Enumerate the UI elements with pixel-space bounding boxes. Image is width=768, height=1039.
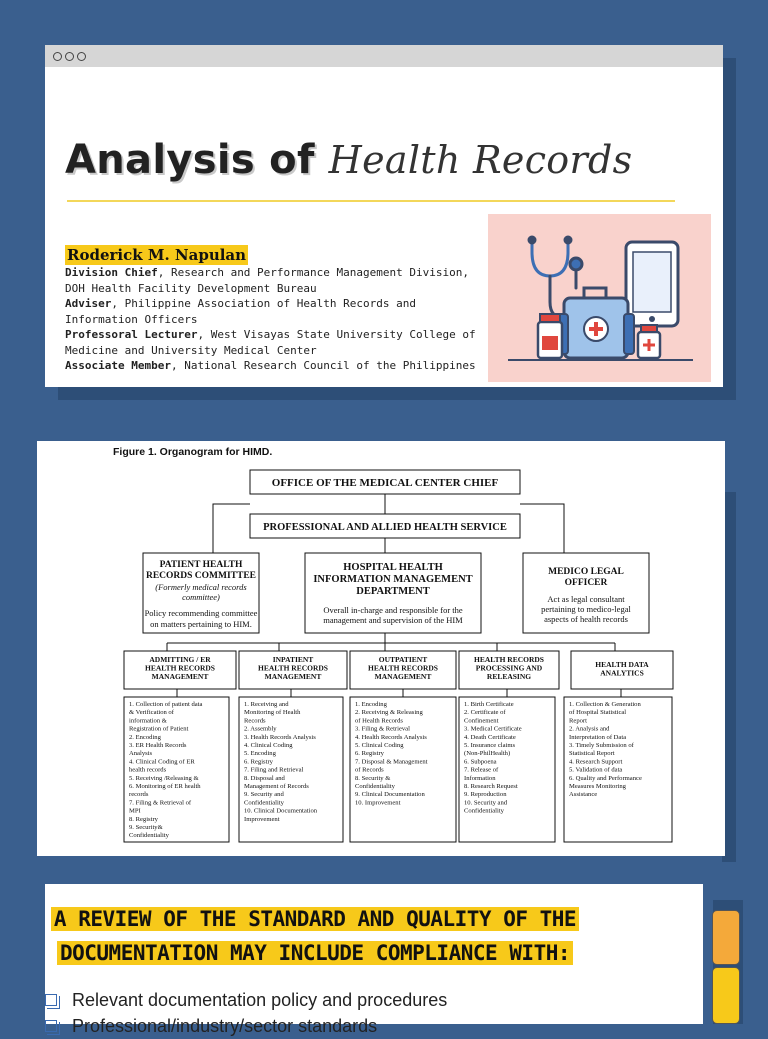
credential-line — [65, 327, 485, 358]
section-item: 6. Quality and Performance — [569, 774, 642, 782]
committee-desc: on matters pertaining to HIM. — [150, 619, 252, 629]
section-item: Statistical Report — [569, 750, 615, 758]
section-item: 5. Clinical Coding — [355, 742, 404, 749]
section-title: HEALTH RECORDS — [145, 663, 215, 673]
section-item: 10. Clinical Documentation — [244, 807, 318, 815]
section-item: 2. Analysis and — [569, 725, 610, 733]
section-item: 3. ER Health Records — [129, 742, 187, 749]
section-title: PROCESSING AND — [475, 663, 543, 673]
section-item: Improvement — [244, 815, 280, 823]
credential-role: Associate Member — [65, 359, 171, 372]
section-item: 2. Encoding — [129, 733, 161, 741]
section-title: HEALTH RECORDS — [474, 655, 544, 664]
organogram-chart — [37, 441, 725, 856]
section-item: 3. Filing & Retrieval — [355, 725, 410, 733]
checkbox-bullet-icon — [45, 994, 57, 1006]
section-item: 6. Monitoring of ER health — [129, 783, 201, 790]
section-item: of Records — [355, 766, 384, 774]
section-item: Analysis — [129, 750, 153, 758]
figure-caption: Figure 1. Organogram for HIMD. — [113, 446, 273, 458]
section-item: 7. Filing & Retrieval of — [129, 799, 192, 807]
section-title: INPATIENT — [272, 655, 314, 664]
section-item: 9. Security and — [244, 791, 284, 799]
title-divider — [67, 200, 675, 202]
section-item: records — [129, 791, 149, 799]
credential-role: Division Chief — [65, 266, 158, 279]
chief-label: OFFICE OF THE MEDICAL CENTER CHIEF — [271, 477, 499, 489]
author-credentials — [65, 265, 485, 374]
section-item: Confidentiality — [129, 832, 169, 840]
section-item: 8. Research Request — [464, 783, 518, 790]
section-item: 4. Research Support — [569, 758, 623, 766]
section-item: 5. Encoding — [244, 750, 276, 758]
section-item: Management of Records — [244, 783, 309, 790]
section-item: Records — [244, 717, 266, 725]
credential-text: , National Research Council of the Philippines — [170, 359, 476, 372]
credential-text: , Research and Performance Management Division, DOH Health Facility Development Bureau — [65, 266, 469, 295]
section-item: Confidentiality — [244, 799, 284, 807]
section-item: 6. Subpoena — [464, 758, 497, 766]
author-block — [65, 245, 485, 374]
window-bar — [45, 45, 723, 67]
section-item: 7. Release of — [464, 766, 499, 774]
section-item: Measures Monitoring — [569, 783, 626, 790]
window-dots — [53, 52, 86, 61]
section-item: 1. Collection of patient data — [129, 701, 203, 708]
author-name: Roderick M. Napulan — [67, 246, 247, 264]
section-item: MPI — [129, 807, 141, 815]
medico-title: OFFICER — [564, 578, 608, 588]
department-desc: Overall in-charge and responsible for the — [323, 605, 463, 615]
credential-line — [65, 358, 485, 374]
bullet-text: Relevant documentation policy and procedures — [72, 989, 448, 1010]
section-item: 2. Certificate of — [464, 709, 506, 717]
section-item: 8. Security & — [355, 774, 391, 782]
department-title: DEPARTMENT — [356, 586, 430, 597]
section-item: 5. Validation of data — [569, 766, 623, 774]
section-item: 2. Assembly — [244, 725, 277, 733]
section-title: MANAGEMENT — [264, 672, 322, 681]
section-item: of Health Records — [355, 717, 403, 725]
section-title: OUTPATIENT — [378, 655, 428, 664]
section-item: Information — [464, 774, 496, 782]
section-item: (Non-PhilHealth) — [464, 750, 511, 758]
section-item: Assistance — [569, 791, 598, 799]
section-item: 5. Insurance claims — [464, 742, 516, 749]
section-item: Registration of Patient — [129, 725, 189, 733]
medical-bag-icon — [558, 288, 634, 358]
section-item: 1. Collection & Generation — [569, 701, 641, 708]
department-title: HOSPITAL HEALTH — [343, 562, 443, 573]
section-item: 7. Filing and Retrieval — [244, 766, 304, 774]
bullet-text: Professional/industry/sector standards — [72, 1015, 378, 1036]
section-title: ADMITTING / ER — [149, 655, 211, 664]
section-item: 9. Reproduction — [464, 791, 507, 799]
service-label: PROFESSIONAL AND ALLIED HEALTH SERVICE — [263, 522, 507, 533]
section-item: & Verification of — [129, 709, 174, 717]
credential-line — [65, 296, 485, 327]
section-item: 5. Receiving /Releasing & — [129, 774, 199, 782]
section-item: 3. Timely Submission of — [569, 742, 634, 749]
title-italic: Health Records — [328, 138, 633, 182]
section-item: 4. Clinical Coding — [244, 742, 293, 749]
list-item — [45, 1013, 447, 1039]
window-dot-icon — [65, 52, 74, 61]
medico-desc: aspects of health records — [544, 614, 628, 624]
section-item: Interpretation of Data — [569, 733, 627, 741]
section-title: HEALTH DATA — [595, 660, 649, 669]
section-item: Report — [569, 717, 587, 725]
section-title: RELEASING — [486, 672, 532, 681]
committee-subtitle: (Formerly medical records — [155, 582, 247, 592]
section-item: 1. Birth Certificate — [464, 701, 514, 708]
section-item: 8. Disposal and — [244, 774, 285, 782]
section-item: Confidentiality — [355, 783, 395, 790]
section-item: 6. Registry — [244, 758, 273, 766]
section-item: 3. Health Records Analysis — [244, 733, 316, 741]
credential-role: Professoral Lecturer — [65, 328, 198, 341]
section-item: 7. Disposal & Management — [355, 758, 428, 766]
section-item: information & — [129, 717, 167, 725]
credential-line — [65, 265, 485, 296]
section-item: 4. Death Certificate — [464, 733, 516, 741]
section-item: 9. Clinical Documentation — [355, 791, 425, 799]
committee-title: PATIENT HEALTH — [159, 560, 243, 570]
credential-text: , West Visayas State University College of Medicine and University Medical Center — [65, 328, 476, 357]
section-item: 2. Receiving & Releasing — [355, 709, 423, 717]
section-title: MANAGEMENT — [374, 672, 432, 681]
side-tab-yellow[interactable] — [712, 967, 740, 1024]
review-bullet-list — [45, 987, 447, 1039]
section-item: of Hospital Statistical — [569, 709, 627, 717]
section-item: 9. Security& — [129, 824, 163, 831]
list-item — [45, 987, 447, 1013]
side-tab-orange[interactable] — [712, 910, 740, 965]
medico-title: MEDICO LEGAL — [548, 567, 624, 577]
page-title — [65, 137, 632, 183]
committee-title: RECORDS COMMITTEE — [145, 571, 257, 581]
review-heading-text: A REVIEW OF THE STANDARD AND QUALITY OF THE DOCUMENTATION MAY INCLUDE COMPLIANCE WITH: — [51, 907, 579, 965]
window-dot-icon — [53, 52, 62, 61]
section-item: 6. Registry — [355, 750, 384, 758]
section-title: HEALTH RECORDS — [258, 663, 328, 673]
checkbox-bullet-icon — [45, 1020, 57, 1032]
department-title: INFORMATION MANAGEMENT — [313, 574, 473, 585]
tablet-icon — [626, 242, 678, 326]
section-item: Confidentiality — [464, 807, 504, 815]
section-item: Monitoring of Health — [244, 709, 301, 717]
section-title: MANAGEMENT — [151, 672, 209, 681]
section-item: 10. Security and — [464, 799, 508, 807]
health-illustration — [488, 214, 711, 382]
credential-role: Adviser — [65, 297, 112, 310]
organogram-slide — [37, 441, 725, 856]
section-item: 4. Health Records Analysis — [355, 733, 427, 741]
section-title: ANALYTICS — [600, 668, 644, 678]
department-desc: management and supervision of the HIM — [323, 615, 463, 625]
section-item: 8. Registry — [129, 815, 158, 823]
committee-desc: Policy recommending committee — [144, 608, 258, 618]
section-item: 10. Improvement — [355, 799, 401, 807]
section-item: 3. Medical Certificate — [464, 725, 522, 733]
title-slide — [45, 45, 723, 387]
medico-desc: pertaining to medico-legal — [541, 604, 631, 614]
section-item: 4. Clinical Coding of ER — [129, 758, 195, 766]
section-title: HEALTH RECORDS — [368, 663, 438, 673]
window-dot-icon — [77, 52, 86, 61]
section-item: 1. Receiving and — [244, 701, 289, 708]
section-item: health records — [129, 766, 167, 774]
section-item: Confinement — [464, 717, 499, 725]
review-slide — [45, 884, 703, 1036]
title-bold: Analysis of — [65, 137, 315, 183]
review-heading — [45, 902, 585, 970]
medico-desc: Act as legal consultant — [547, 594, 625, 604]
section-item: 1. Encoding — [355, 701, 387, 708]
committee-subtitle: committee) — [182, 592, 220, 602]
credential-text: , Philippine Association of Health Records and Information Officers — [65, 297, 416, 326]
